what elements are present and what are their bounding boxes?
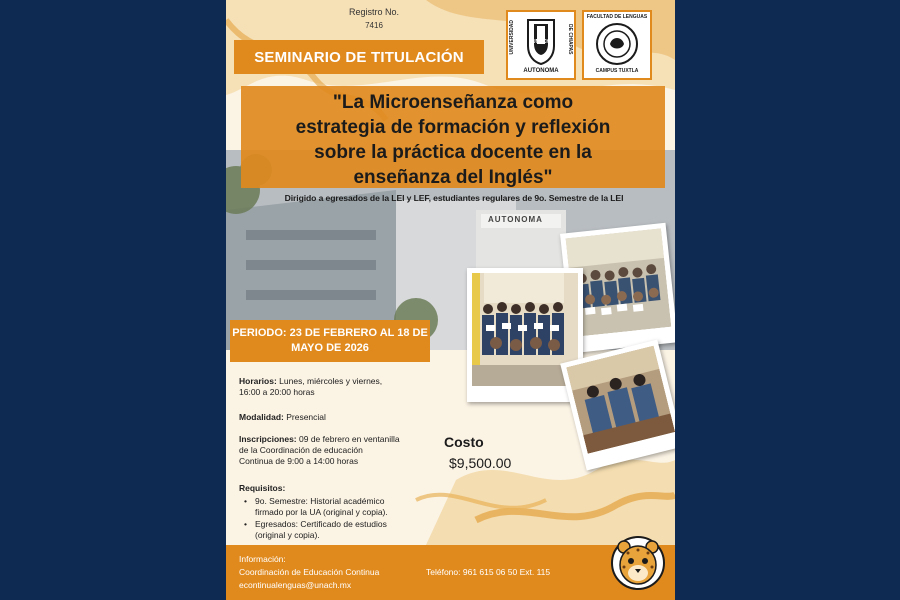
registro-number — [334, 6, 414, 32]
requisito-line: (original y copia). — [255, 530, 320, 540]
building-sign: AUTONOMA — [488, 215, 543, 224]
period-line: PERIODO: 23 DE FEBRERO AL 18 DE — [232, 327, 428, 339]
title-line: estrategia de formación y reflexión — [295, 117, 611, 138]
list-item — [239, 519, 419, 541]
footer-contact — [239, 553, 379, 592]
horarios-label: Horarios: — [239, 376, 277, 386]
title-line: "La Microenseñanza como — [332, 92, 574, 113]
unach-logo-text: AUTONOMA — [523, 68, 559, 74]
footer-phone: Teléfono: 961 615 06 50 Ext. 115 — [426, 567, 551, 577]
facultad-logo-bottom-text: CAMPUS TUXTLA — [595, 68, 639, 74]
seminar-title: SEMINARIO DE TITULACIÓN — [254, 48, 464, 66]
period-text — [232, 326, 428, 356]
seminar-poster — [226, 0, 675, 600]
requisitos-list — [239, 496, 419, 541]
requisitos-label: Requisitos: — [239, 483, 286, 493]
inscripciones-value: 09 de febrero en ventanilla — [296, 434, 400, 444]
inscripciones-info — [239, 434, 419, 467]
horarios-time: 16:00 a 20:00 horas — [239, 387, 315, 397]
registro-label: Registro No. — [348, 7, 400, 17]
requisitos-info — [239, 483, 419, 541]
footer-info-label: Información: — [239, 554, 286, 564]
seminar-banner — [234, 40, 484, 74]
unach-logo — [506, 10, 576, 80]
requisito-line: Egresados: Certificado de estudios — [255, 519, 387, 529]
modalidad-info — [239, 412, 419, 423]
facultad-logo-top-text: FACULTAD DE LENGUAS — [586, 14, 648, 20]
unach-logo-text-center: UNACH — [531, 39, 551, 45]
seminar-main-title — [241, 90, 665, 190]
footer-coordinacion: Coordinación de Educación Continua — [239, 567, 380, 577]
modalidad-label: Modalidad: — [239, 412, 284, 422]
costo-label: Costo — [444, 434, 484, 450]
inscripciones-value: Continua de 9:00 a 14:00 horas — [239, 456, 359, 466]
period-banner — [230, 320, 430, 362]
costo-value: $9,500.00 — [449, 455, 512, 471]
unach-logo-text-right: DE CHIAPAS — [567, 24, 573, 55]
title-line: enseñanza del Inglés" — [353, 167, 553, 188]
horarios-info — [239, 376, 419, 398]
jaguar-mascot-icon — [610, 533, 666, 593]
requisito-line: 9o. Semestre: Historial académico — [255, 496, 385, 506]
footer-email[interactable]: econtinualenguas@unach.mx — [239, 580, 352, 590]
title-line: sobre la práctica docente en la — [314, 142, 592, 163]
period-line: MAYO DE 2026 — [291, 342, 369, 354]
facultad-lenguas-logo — [582, 10, 652, 80]
list-item — [239, 496, 419, 518]
group-photo-image — [566, 346, 675, 454]
audience-subtitle: Dirigido a egresados de la LEI y LEF, estudiantes regulares de 9o. Semestre de la LEI — [284, 193, 624, 203]
unach-logo-text-left: UNIVERSIDAD — [509, 20, 515, 55]
modalidad-value: Presencial — [283, 412, 326, 422]
horarios-value: Lunes, miércoles y viernes, — [276, 376, 383, 386]
inscripciones-label: Inscripciones: — [239, 434, 297, 444]
inscripciones-value: de la Coordinación de educación — [239, 445, 363, 455]
footer — [226, 545, 675, 600]
requisito-line: firmado por la UA (original y copia). — [255, 507, 388, 517]
registro-value: 7416 — [365, 21, 383, 30]
